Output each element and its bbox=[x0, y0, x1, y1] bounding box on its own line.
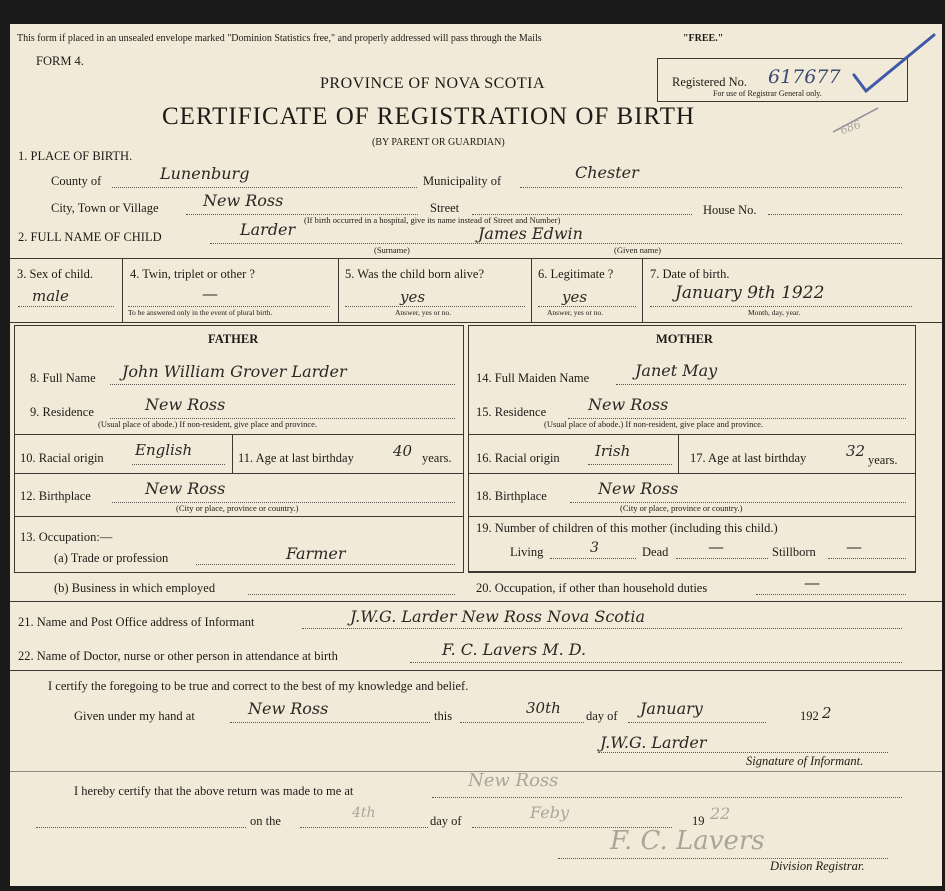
place-heading: 1. PLACE OF BIRTH. bbox=[18, 149, 133, 163]
day-line bbox=[460, 722, 584, 723]
alive-label: 5. Was the child born alive? bbox=[345, 267, 485, 281]
hospital-note: (If birth occurred in a hospital, give its name instead of Street and Number) bbox=[304, 215, 561, 225]
sex-value: male bbox=[32, 287, 69, 305]
registrar-year-value: 22 bbox=[710, 804, 731, 823]
registrar-text: I hereby certify that the above return was made to me at bbox=[74, 784, 354, 798]
stillborn-value: — bbox=[846, 537, 862, 556]
father-residence-label: 9. Residence bbox=[30, 405, 94, 419]
sex-label: 3. Sex of child. bbox=[17, 267, 94, 281]
informant-label: 21. Name and Post Office address of Informant bbox=[18, 615, 255, 629]
county-line bbox=[112, 187, 417, 188]
mother-racial-value: Irish bbox=[595, 442, 631, 460]
signature-label: Signature of Informant. bbox=[746, 754, 864, 768]
divider bbox=[468, 434, 915, 435]
child-name-line bbox=[210, 243, 902, 244]
registrar-place-line bbox=[432, 797, 902, 798]
alive-value: yes bbox=[400, 288, 426, 306]
date-note: Month, day, year. bbox=[748, 308, 801, 317]
year-prefix: 192 bbox=[800, 709, 819, 723]
divider bbox=[232, 434, 233, 473]
mail-notice-free: "FREE." bbox=[683, 33, 724, 44]
twin-note: To be answered only in the event of plural birth. bbox=[128, 308, 273, 317]
father-birthplace-note: (City or place, province or country.) bbox=[176, 503, 299, 513]
father-trade-line bbox=[196, 564, 455, 565]
legitimate-line bbox=[538, 306, 636, 307]
divider bbox=[468, 571, 915, 572]
father-trade-label: (a) Trade or profession bbox=[54, 551, 169, 565]
divider bbox=[14, 516, 463, 517]
margin-mark: 686 bbox=[838, 117, 863, 138]
certify-month-value: January bbox=[640, 699, 703, 718]
registrar-day-of-label: day of bbox=[430, 814, 462, 828]
father-business-line bbox=[248, 594, 455, 595]
dead-line bbox=[676, 558, 768, 559]
mother-age-value: 32 bbox=[846, 442, 866, 460]
date-line bbox=[650, 306, 912, 307]
legitimate-value: yes bbox=[562, 288, 588, 306]
mother-birthplace-label: 18. Birthplace bbox=[476, 489, 547, 503]
father-racial-value: English bbox=[135, 441, 193, 459]
dead-label: Dead bbox=[642, 545, 669, 559]
divider bbox=[642, 258, 643, 322]
registrar-label: Division Registrar. bbox=[770, 859, 865, 873]
divider bbox=[10, 258, 942, 259]
county-value: Lunenburg bbox=[160, 164, 250, 183]
mother-years: years. bbox=[868, 453, 898, 467]
municipality-label: Municipality of bbox=[423, 174, 502, 188]
registrar-day-line bbox=[300, 827, 428, 828]
living-label: Living bbox=[510, 545, 544, 559]
mother-residence-value: New Ross bbox=[588, 395, 669, 414]
child-name-label: 2. FULL NAME OF CHILD bbox=[18, 230, 162, 244]
date-of-birth-label: 7. Date of birth. bbox=[650, 267, 730, 281]
father-name-line bbox=[110, 384, 455, 385]
divider bbox=[122, 258, 123, 322]
registrar-year-prefix: 19 bbox=[692, 814, 705, 828]
father-birthplace-value: New Ross bbox=[145, 479, 226, 498]
father-age-value: 40 bbox=[393, 442, 413, 460]
mother-name-line bbox=[616, 384, 906, 385]
divider bbox=[10, 670, 942, 671]
twin-line bbox=[128, 306, 330, 307]
divider bbox=[531, 258, 532, 322]
father-heading: FATHER bbox=[208, 332, 259, 346]
surname-note: (Surname) bbox=[374, 245, 410, 255]
informant-value: J.W.G. Larder New Ross Nova Scotia bbox=[350, 607, 646, 626]
registered-note: For use of Registrar General only. bbox=[713, 89, 822, 98]
certificate-page bbox=[10, 24, 942, 886]
mother-name-value: Janet May bbox=[635, 361, 718, 380]
father-residence-note: (Usual place of abode.) If non-resident, give place and province. bbox=[98, 419, 318, 429]
father-business-label: (b) Business in which employed bbox=[54, 581, 216, 595]
dead-value: — bbox=[708, 537, 724, 556]
stillborn-label: Stillborn bbox=[772, 545, 816, 559]
mother-age-label: 17. Age at last birthday bbox=[690, 451, 807, 465]
father-birthplace-label: 12. Birthplace bbox=[20, 489, 91, 503]
municipality-value: Chester bbox=[575, 163, 639, 182]
house-label: House No. bbox=[703, 203, 757, 217]
informant-signature: J.W.G. Larder bbox=[600, 733, 707, 752]
city-value: New Ross bbox=[203, 191, 284, 210]
mother-racial-label: 16. Racial origin bbox=[476, 451, 560, 465]
twin-label: 4. Twin, triplet or other ? bbox=[130, 267, 255, 281]
mother-racial-line bbox=[588, 464, 672, 465]
mother-occupation-label: 20. Occupation, if other than household duties bbox=[476, 581, 708, 595]
stillborn-line bbox=[828, 558, 906, 559]
mother-occupation-line bbox=[756, 594, 906, 595]
divider bbox=[678, 434, 679, 473]
divider bbox=[14, 434, 463, 435]
father-name-label: 8. Full Name bbox=[30, 371, 96, 385]
divider bbox=[10, 601, 942, 602]
registrar-signature: F. C. Lavers bbox=[610, 826, 765, 856]
father-age-label: 11. Age at last birthday bbox=[238, 451, 354, 465]
given-note: (Given name) bbox=[614, 245, 661, 255]
province-heading: PROVINCE OF NOVA SCOTIA bbox=[320, 75, 546, 92]
child-surname: Larder bbox=[240, 220, 296, 239]
signature-line bbox=[598, 752, 888, 753]
father-occupation-label: 13. Occupation:— bbox=[20, 530, 113, 544]
this-label: this bbox=[434, 709, 453, 723]
child-given: James Edwin bbox=[478, 224, 583, 243]
check-mark-icon bbox=[850, 29, 940, 99]
mother-birthplace-note: (City or place, province or country.) bbox=[620, 503, 743, 513]
certify-text: I certify the foregoing to be true and correct to the best of my knowledge and belief. bbox=[48, 679, 469, 693]
registered-label: Registered No. bbox=[672, 75, 747, 89]
day-of-label: day of bbox=[586, 709, 618, 723]
doctor-value: F. C. Lavers M. D. bbox=[442, 640, 587, 659]
divider bbox=[10, 322, 942, 323]
divider bbox=[468, 473, 915, 474]
house-line bbox=[768, 214, 902, 215]
registered-number: 617677 bbox=[768, 66, 841, 88]
informant-line bbox=[302, 628, 902, 629]
registrar-day-value: 4th bbox=[352, 805, 376, 821]
mother-residence-label: 15. Residence bbox=[476, 405, 547, 419]
father-name-value: John William Grover Larder bbox=[122, 362, 347, 381]
registrar-lead-line bbox=[36, 827, 246, 828]
date-of-birth-value: January 9th 1922 bbox=[675, 283, 825, 303]
mother-occupation-value: — bbox=[804, 573, 820, 592]
father-residence-value: New Ross bbox=[145, 395, 226, 414]
alive-line bbox=[345, 306, 525, 307]
children-label: 19. Number of children of this mother (including this child.) bbox=[476, 521, 778, 535]
doctor-line bbox=[410, 662, 902, 663]
legitimate-note: Answer, yes or no. bbox=[547, 308, 604, 317]
divider bbox=[14, 473, 463, 474]
given-place-line bbox=[230, 722, 430, 723]
living-value: 3 bbox=[590, 540, 599, 556]
registrar-place-value: New Ross bbox=[468, 770, 559, 791]
father-trade-value: Farmer bbox=[286, 544, 346, 563]
living-line bbox=[550, 558, 636, 559]
alive-note: Answer, yes or no. bbox=[395, 308, 452, 317]
father-years: years. bbox=[422, 451, 452, 465]
municipality-line bbox=[520, 187, 902, 188]
twin-value: — bbox=[202, 284, 218, 303]
father-racial-label: 10. Racial origin bbox=[20, 451, 104, 465]
certify-year-value: 2 bbox=[822, 704, 832, 722]
city-label: City, Town or Village bbox=[51, 201, 159, 215]
mother-birthplace-value: New Ross bbox=[598, 479, 679, 498]
mail-notice: This form if placed in an unsealed envelope marked "Dominion Statistics free," and properly addressed will pass through the Mails bbox=[17, 33, 542, 44]
given-place-value: New Ross bbox=[248, 699, 329, 718]
certificate-title: CERTIFICATE OF REGISTRATION OF BIRTH bbox=[162, 103, 696, 130]
county-label: County of bbox=[51, 174, 102, 188]
given-label: Given under my hand at bbox=[74, 709, 195, 723]
month-line bbox=[628, 722, 766, 723]
father-racial-line bbox=[132, 464, 225, 465]
legitimate-label: 6. Legitimate ? bbox=[538, 267, 614, 281]
certificate-subtitle: (BY PARENT OR GUARDIAN) bbox=[372, 137, 505, 148]
doctor-label: 22. Name of Doctor, nurse or other person in attendance at birth bbox=[18, 649, 338, 663]
street-label: Street bbox=[430, 201, 460, 215]
registrar-month-value: Feby bbox=[530, 803, 569, 822]
sex-line bbox=[18, 306, 114, 307]
form-number: FORM 4. bbox=[36, 54, 84, 68]
certify-day-value: 30th bbox=[526, 699, 561, 717]
divider bbox=[468, 516, 915, 517]
mother-residence-note: (Usual place of abode.) If non-resident, give place and province. bbox=[544, 419, 764, 429]
mother-heading: MOTHER bbox=[656, 332, 713, 346]
on-the-label: on the bbox=[250, 814, 281, 828]
divider bbox=[338, 258, 339, 322]
mother-name-label: 14. Full Maiden Name bbox=[476, 371, 590, 385]
